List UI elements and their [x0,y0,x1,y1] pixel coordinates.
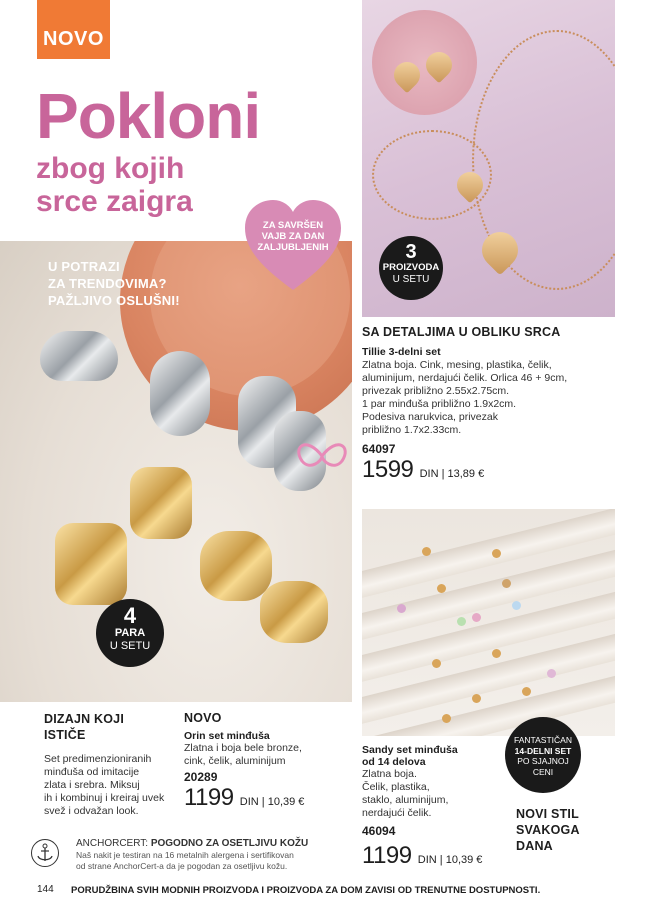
design-desc-3: zlata i srebra. Miksuj [44,779,140,791]
sandy-product-info [362,744,512,838]
anchorcert-text [76,850,366,872]
design-desc-1: Set predimenzioniranih [44,753,152,765]
set-3-badge [379,236,443,300]
tillie-price: 1599 DIN | 13,89 € [362,456,485,483]
novi-stil-line-2: SVAKOGA [516,823,580,837]
fantastic-line-4: CENI [532,766,554,777]
orin-price: 1199 DIN | 10,39 € [184,784,305,811]
gold-twist-earring [260,581,328,643]
set-3-line-1: PROIZVODA [382,262,440,273]
fantastic-set-badge [505,717,581,793]
tillie-description [362,359,622,437]
sandy-desc-4: nerdajući čelik. [362,807,432,819]
novo-badge-label: NOVO [43,28,104,50]
stud-earring [512,601,521,610]
stud-earring [397,604,406,613]
heart-line-2: VAJB ZA DAN [261,231,325,242]
tillie-heading: SA DETALJIMA U OBLIKU SRCA [362,325,561,339]
sandy-currency: DIN [417,854,437,866]
set-4-number: 4 [123,603,137,628]
novi-stil-line-1: NOVI STIL [516,807,579,821]
tillie-desc-3: privezak približno 2.55x2.75cm. [362,385,510,397]
anchorcert-title: POGODNO ZA OSETLJIVU KOŽU [150,838,309,849]
heart-line-3: ZALJUBLJENIH [257,242,329,253]
pink-dish [372,10,477,115]
orin-product-info [184,711,354,812]
orin-description [184,742,354,768]
design-desc-4: ih i kombinuj i kreiraj uvek [44,792,165,804]
tillie-eur: 13,89 € [447,468,485,480]
stud-earring [492,649,501,658]
anchorcert-heading [76,838,366,849]
tillie-desc-1: Zlatna boja. Cink, mesing, plastika, čelik, [362,359,552,371]
fantastic-line-1: FANTASTIČAN [514,735,572,745]
tillie-desc-5: Podesiva narukvica, privezak [362,411,498,423]
design-desc-5: svež i odvažan look. [44,805,139,817]
design-heading-1: DIZAJN KOJI [44,712,124,726]
tillie-desc-4: 1 par minđuša približno 1.9x2cm. [362,398,517,410]
stud-earring [547,669,556,678]
novo-badge [37,0,110,59]
sandy-price-value: 1199 [362,842,412,869]
set-4-line-2: U SETU [109,640,151,652]
page-number: 144 [37,884,54,895]
sandy-desc-2: Čelik, plastika, [362,781,430,793]
trend-line-2: ZA TRENDOVIMA? [48,276,167,291]
novi-stil-line-3: DANA [516,839,553,853]
stud-earring [472,694,481,703]
trend-line-1: U POTRAZI [48,259,120,274]
trend-line-3: PAŽLJIVO OSLUŠNI! [48,293,180,308]
heart-badge [243,198,343,293]
footer [0,880,650,902]
design-description [44,753,184,818]
orin-name: Orin set minđuša [184,730,270,742]
hero-title-main: Pokloni [36,80,261,152]
set-4-line-1: PARA [114,627,146,639]
sandy-set-photo [362,509,615,736]
orin-code: 20289 [184,770,218,784]
anchorcert-line-1: Naš nakit je testiran na 16 metalnih alergena i sertifikovan [76,850,294,860]
stud-earring [422,547,431,556]
hero-subtitle-2: srce zaigra [36,185,193,218]
orin-eur: 10,39 € [267,796,305,808]
sandy-name-2: od 14 delova [362,756,426,768]
stud-earring [457,617,466,626]
stud-earring [432,659,441,668]
heart-line-1: ZA SAVRŠEN [262,220,324,231]
hero-title [36,80,260,218]
design-desc-2: minđuša od imitacije [44,766,140,778]
design-info [44,711,184,818]
orin-desc-2: cink, čelik, aluminijum [184,755,286,767]
tillie-product-info [362,325,622,484]
stud-earring [472,613,481,622]
silver-hoop-earring [150,351,210,436]
set-3-line-2: U SETU [392,274,430,285]
fantastic-line-2: 14-DELNI SET [514,745,572,756]
tillie-price-value: 1599 [362,456,414,483]
trend-callout [48,258,180,309]
availability-notice: PORUDŽBINA SVIH MODNIH PROIZVODA I PROIZVODA ZA DOM ZAVISI OD TRENUTNE DOSTUPNOSTI. [71,885,541,896]
orin-desc-1: Zlatna i boja bele bronze, [184,742,302,754]
design-heading [44,711,184,743]
orin-currency: DIN [239,796,259,808]
anchorcert-line-2: od strane AnchorCert-a da je pogodan za osetljivu kožu. [76,861,288,871]
fantastic-line-3: PO SJAJNOJ [517,756,569,766]
sandy-description [362,768,512,820]
pink-bow-decoration [292,431,352,476]
stud-earring [437,584,446,593]
novi-stil-callout [516,806,580,854]
gold-ribbed-earring [55,523,127,605]
sandy-code: 46094 [362,824,396,838]
set-4-badge [96,599,164,667]
orin-novo-label: NOVO [184,711,222,725]
stud-earring [492,549,501,558]
gold-ribbed-earring [130,467,192,539]
set-3-number: 3 [405,241,417,263]
sandy-eur: 10,39 € [445,854,483,866]
stud-earring [522,687,531,696]
silver-hoop-earring [40,331,118,381]
gold-twist-earring [200,531,272,601]
tillie-name: Tillie 3-delni set [362,346,441,358]
sandy-price: 1199 DIN | 10,39 € [362,842,483,869]
stud-earring [442,714,451,723]
sandy-desc-3: staklo, aluminijum, [362,794,449,806]
earrings-photo [0,241,352,702]
tillie-code: 64097 [362,442,396,456]
heart-badge-text [243,220,343,253]
anchorcert-label: ANCHORCERT: [76,838,149,849]
tillie-desc-6: približno 1.7x2.33cm. [362,424,462,436]
sandy-desc-1: Zlatna boja. [362,768,417,780]
tillie-currency: DIN [419,468,439,480]
anchor-icon [30,838,60,868]
tillie-desc-2: aluminijum, nerdajući čelik. Orlica 46 + 9cm, [362,372,568,384]
stud-earring [502,579,511,588]
hero-subtitle-1: zbog kojih [36,152,185,185]
orin-price-value: 1199 [184,784,234,811]
sandy-name-1: Sandy set minđuša [362,744,458,756]
design-heading-2: ISTIČE [44,728,86,742]
